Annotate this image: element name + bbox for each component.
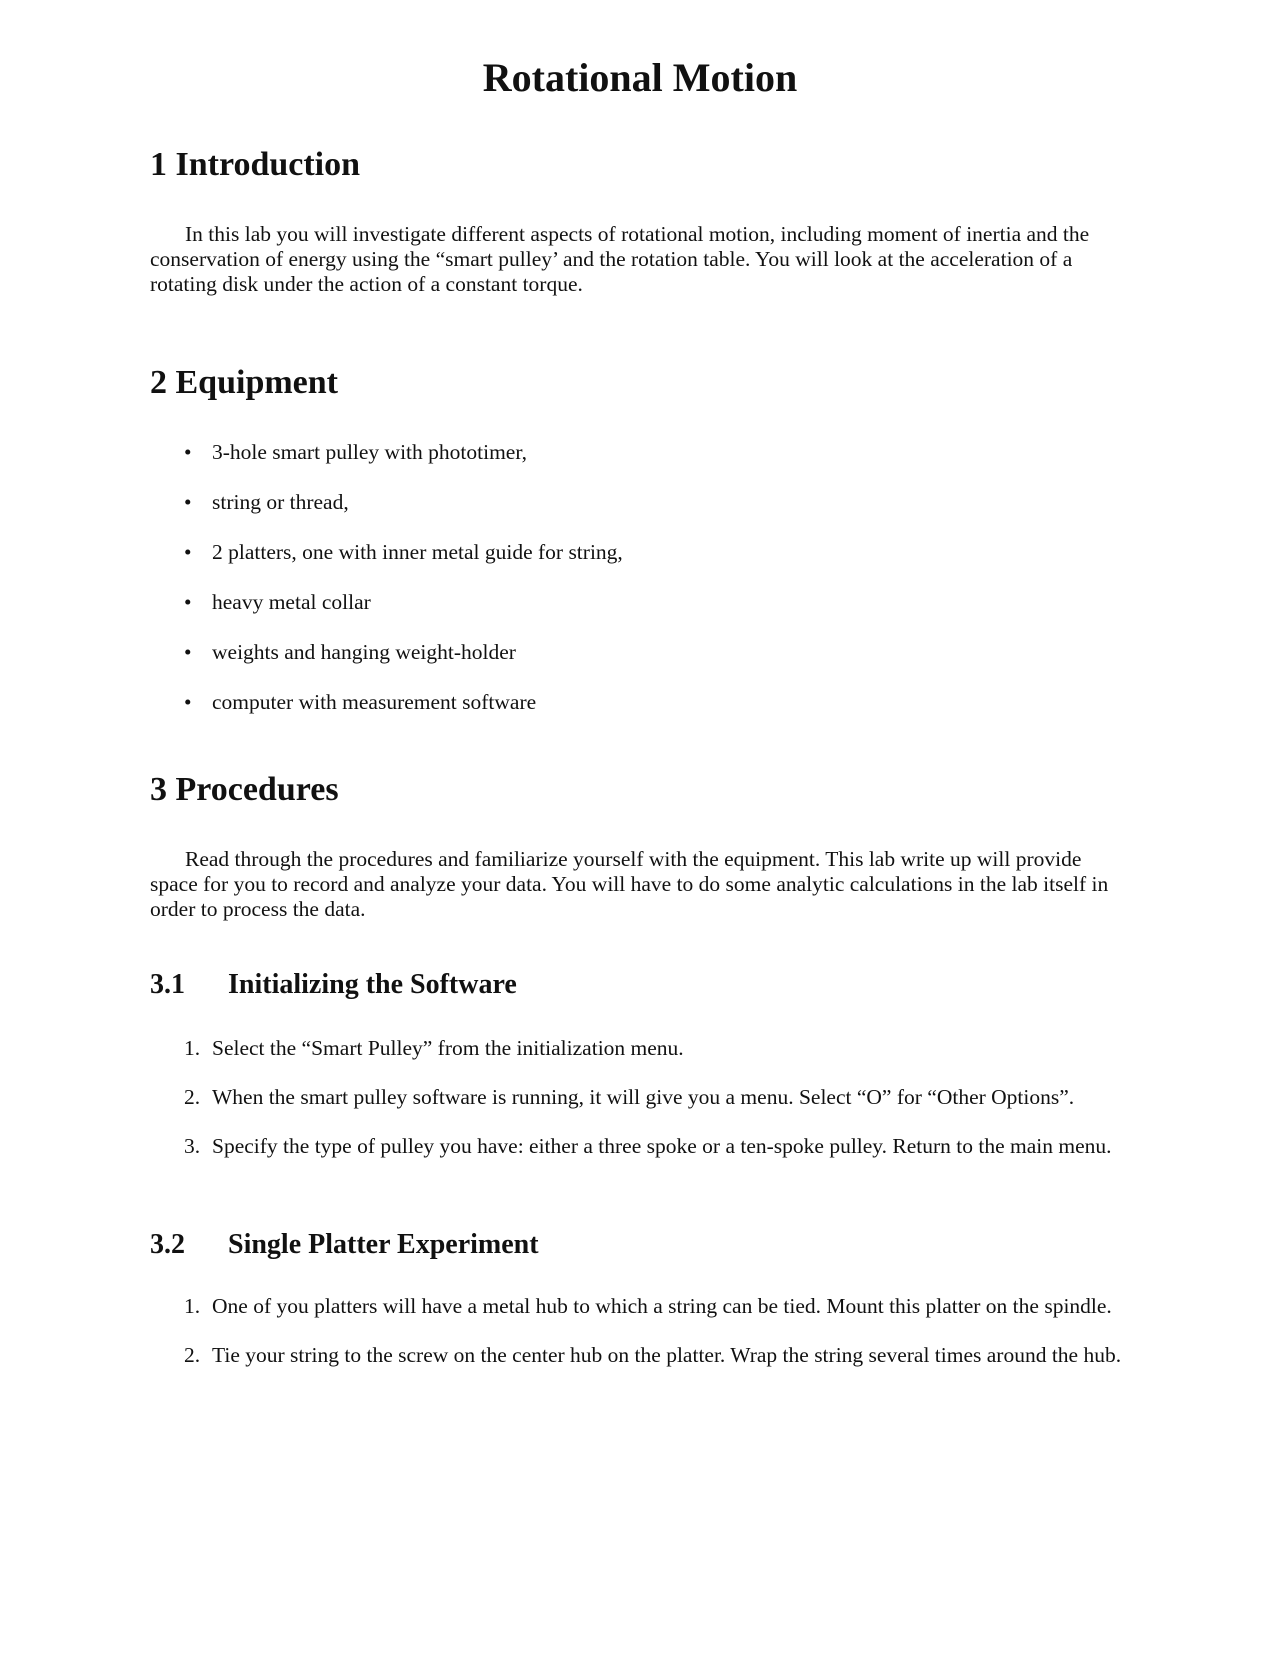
subsection-number: 3.2 bbox=[150, 1229, 185, 1260]
bullet-icon: • bbox=[184, 440, 192, 464]
section-heading-procedures: 3 Procedures bbox=[150, 771, 339, 808]
document-title: Rotational Motion bbox=[482, 55, 798, 100]
section-heading-introduction: 1 Introduction bbox=[150, 146, 361, 183]
subsection-title: Initializing the Software bbox=[228, 969, 517, 1000]
list-item bbox=[150, 1343, 1130, 1368]
initializing-steps-list bbox=[150, 1036, 1130, 1183]
list-item bbox=[150, 490, 623, 540]
list-item bbox=[150, 590, 623, 640]
procedures-paragraph: Read through the procedures and familiarize yourself with the equipment. This lab write up will provide space for you to record and analyze your data. You will have to do some analytic calculations in the lab itself in order to process the data. bbox=[150, 847, 1109, 921]
list-item-text: string or thread, bbox=[212, 490, 349, 514]
step-text: Specify the type of pulley you have: either a three spoke or a ten-spoke pulley. Return to the main menu. bbox=[212, 1134, 1112, 1158]
step-text: One of you platters will have a metal hub to which a string can be tied. Mount this platter on the spindle. bbox=[212, 1294, 1112, 1318]
list-item-text: heavy metal collar bbox=[212, 590, 371, 614]
bullet-icon: • bbox=[184, 590, 192, 614]
step-number: 1. bbox=[184, 1036, 201, 1060]
step-number: 2. bbox=[184, 1343, 201, 1367]
list-item bbox=[150, 1294, 1130, 1319]
list-item-text: weights and hanging weight-holder bbox=[212, 640, 516, 664]
step-text: Select the “Smart Pulley” from the initialization menu. bbox=[212, 1036, 684, 1060]
list-item-text: computer with measurement software bbox=[212, 690, 537, 714]
list-item bbox=[150, 1036, 1130, 1061]
subsection-title: Single Platter Experiment bbox=[228, 1229, 539, 1260]
list-item bbox=[150, 540, 623, 590]
bullet-icon: • bbox=[184, 540, 192, 564]
single-platter-steps-list bbox=[150, 1294, 1130, 1392]
bullet-icon: • bbox=[184, 640, 192, 664]
list-item bbox=[150, 1134, 1130, 1159]
list-item bbox=[150, 1085, 1130, 1110]
step-number: 3. bbox=[184, 1134, 201, 1158]
step-number: 2. bbox=[184, 1085, 201, 1109]
step-number: 1. bbox=[184, 1294, 201, 1318]
step-text: When the smart pulley software is running, it will give you a menu. Select “O” for “Other Options”. bbox=[212, 1085, 1075, 1109]
list-item-text: 2 platters, one with inner metal guide for string, bbox=[212, 540, 623, 564]
bullet-icon: • bbox=[184, 490, 192, 514]
list-item bbox=[150, 640, 623, 690]
equipment-list bbox=[150, 440, 623, 740]
subsection-heading-single-platter bbox=[150, 1228, 539, 1262]
bullet-icon: • bbox=[184, 690, 192, 714]
subsection-heading-initializing-software bbox=[150, 968, 517, 1002]
list-item-text: 3-hole smart pulley with phototimer, bbox=[212, 440, 528, 464]
section-heading-equipment: 2 Equipment bbox=[150, 364, 338, 401]
list-item bbox=[150, 690, 623, 740]
subsection-number: 3.1 bbox=[150, 969, 185, 1000]
step-text: Tie your string to the screw on the center hub on the platter. Wrap the string several times around the hub. bbox=[212, 1343, 1122, 1367]
list-item bbox=[150, 440, 623, 490]
introduction-paragraph: In this lab you will investigate different aspects of rotational motion, including moment of inertia and the conservation of energy using the “smart pulley’ and the rotation table. You will look at the acceleration of a rotating disk under the action of a constant torque. bbox=[150, 222, 1090, 296]
